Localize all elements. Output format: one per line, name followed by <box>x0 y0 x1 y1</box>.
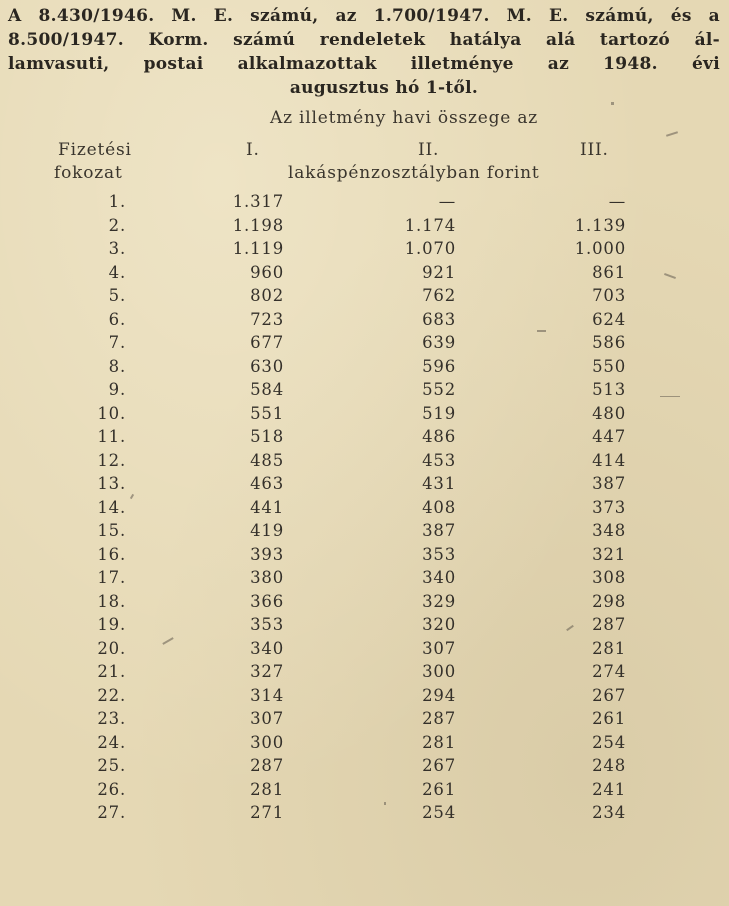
col-i-cell: 960 <box>250 262 284 282</box>
table-row <box>0 451 729 475</box>
col-i-cell: 419 <box>250 521 284 540</box>
col-i-cell: 518 <box>250 427 284 446</box>
col-i-cell: 340 <box>250 638 284 658</box>
grade-cell: 20. <box>97 638 126 658</box>
table-row <box>0 662 729 686</box>
table-row <box>0 521 729 545</box>
col-ii-cell: 1.070 <box>404 239 456 258</box>
col-ii-cell: 519 <box>422 403 456 423</box>
table-row <box>0 216 729 240</box>
col-iii-cell: 261 <box>592 709 626 728</box>
col-iii-cell: 480 <box>592 403 626 423</box>
table-row <box>0 239 729 263</box>
col-i-cell: 441 <box>250 497 284 517</box>
col-i-cell: 584 <box>250 380 284 399</box>
table-row <box>0 686 729 710</box>
print-speck <box>611 102 614 105</box>
col-ii-cell: 300 <box>422 662 456 681</box>
column-header-iii: III. <box>580 140 609 160</box>
col-i-cell: 802 <box>250 286 284 305</box>
col-i-cell: 300 <box>250 732 284 752</box>
col-iii-cell: 703 <box>592 286 626 305</box>
table-row <box>0 286 729 310</box>
grade-cell: 2. <box>108 215 126 235</box>
col-ii-cell: 921 <box>422 262 456 282</box>
table-row <box>0 615 729 639</box>
col-ii-cell: 453 <box>422 450 456 470</box>
print-speck <box>537 330 546 332</box>
col-ii-cell: 353 <box>422 544 456 564</box>
col-ii-cell: 329 <box>422 591 456 611</box>
col-iii-cell: — <box>608 192 626 211</box>
col-iii-cell: 281 <box>592 638 626 658</box>
col-iii-cell: 234 <box>592 803 626 822</box>
print-speck <box>666 131 678 137</box>
grade-cell: 7. <box>108 333 126 352</box>
col-ii-cell: 294 <box>422 685 456 705</box>
col-ii-cell: 639 <box>422 333 456 352</box>
col-i-cell: 271 <box>250 803 284 822</box>
caption-grade-line-1: Fizetési <box>58 140 132 160</box>
col-ii-cell: 431 <box>422 474 456 493</box>
col-iii-cell: 373 <box>592 497 626 517</box>
grade-cell: 1. <box>108 192 126 211</box>
col-iii-cell: 550 <box>592 356 626 376</box>
col-ii-cell: 1.174 <box>404 215 456 235</box>
col-ii-cell: 683 <box>422 309 456 329</box>
col-i-cell: 281 <box>250 779 284 799</box>
col-i-cell: 723 <box>250 309 284 329</box>
table-row <box>0 756 729 780</box>
col-iii-cell: 861 <box>592 262 626 282</box>
table-row <box>0 404 729 428</box>
grade-cell: 10. <box>97 403 126 423</box>
col-ii-cell: 387 <box>422 521 456 540</box>
column-header-i: I. <box>246 140 260 160</box>
col-iii-cell: 298 <box>592 591 626 611</box>
col-iii-cell: 254 <box>592 732 626 752</box>
grade-cell: 3. <box>108 239 126 258</box>
col-i-cell: 1.119 <box>232 239 284 258</box>
grade-cell: 21. <box>97 662 126 681</box>
col-iii-cell: 586 <box>592 333 626 352</box>
col-ii-cell: 340 <box>422 568 456 587</box>
col-iii-cell: 321 <box>592 544 626 564</box>
col-i-cell: 393 <box>250 544 284 564</box>
table-row <box>0 192 729 216</box>
col-ii-cell: 307 <box>422 638 456 658</box>
col-ii-cell: 596 <box>422 356 456 376</box>
table-row <box>0 498 729 522</box>
col-i-cell: 287 <box>250 756 284 775</box>
grade-cell: 26. <box>97 779 126 799</box>
col-iii-cell: 248 <box>592 756 626 775</box>
col-iii-cell: 414 <box>592 450 626 470</box>
column-header-ii: II. <box>418 140 440 160</box>
article-heading <box>8 4 720 100</box>
table-row <box>0 803 729 827</box>
grade-cell: 25. <box>97 756 126 775</box>
col-ii-cell: 486 <box>422 427 456 446</box>
col-ii-cell: 267 <box>422 756 456 775</box>
col-iii-cell: 348 <box>592 521 626 540</box>
table-row <box>0 310 729 334</box>
col-iii-cell: 308 <box>592 568 626 587</box>
col-i-cell: 327 <box>250 662 284 681</box>
table-row <box>0 357 729 381</box>
print-speck <box>660 396 680 397</box>
grade-cell: 14. <box>97 497 126 517</box>
col-ii-cell: 552 <box>422 380 456 399</box>
col-iii-cell: 447 <box>592 427 626 446</box>
grade-cell: 22. <box>97 685 126 705</box>
col-ii-cell: 408 <box>422 497 456 517</box>
col-ii-cell: 320 <box>422 615 456 634</box>
grade-cell: 16. <box>97 544 126 564</box>
col-ii-cell: 254 <box>422 803 456 822</box>
col-iii-cell: 1.000 <box>574 239 626 258</box>
col-ii-cell: 287 <box>422 709 456 728</box>
heading-line: 8.500/1947. Korm. számú rendeletek hatálya alá tartozó ál- <box>8 30 720 50</box>
col-i-cell: 380 <box>250 568 284 587</box>
table-row <box>0 709 729 733</box>
grade-cell: 24. <box>97 732 126 752</box>
table-row <box>0 639 729 663</box>
grade-cell: 8. <box>108 356 126 376</box>
heading-line: augusztus hó 1-től. <box>289 78 479 98</box>
col-iii-cell: 287 <box>592 615 626 634</box>
table-row <box>0 380 729 404</box>
col-i-cell: 485 <box>250 450 284 470</box>
col-iii-cell: 624 <box>592 309 626 329</box>
table-row <box>0 333 729 357</box>
grade-cell: 27. <box>97 803 126 822</box>
grade-cell: 23. <box>97 709 126 728</box>
col-i-cell: 307 <box>250 709 284 728</box>
table-row <box>0 263 729 287</box>
grade-cell: 18. <box>97 591 126 611</box>
caption-class: lakáspénzosztályban forint <box>288 163 540 183</box>
col-i-cell: 314 <box>250 685 284 705</box>
col-i-cell: 463 <box>250 474 284 493</box>
grade-cell: 5. <box>108 286 126 305</box>
col-iii-cell: 1.139 <box>574 215 626 235</box>
col-i-cell: 551 <box>250 403 284 423</box>
grade-cell: 17. <box>97 568 126 587</box>
caption-amount: Az illetmény havi összege az <box>270 108 539 128</box>
grade-cell: 13. <box>97 474 126 493</box>
col-i-cell: 630 <box>250 356 284 376</box>
col-ii-cell: 281 <box>422 732 456 752</box>
col-ii-cell: — <box>438 192 456 211</box>
grade-cell: 9. <box>108 380 126 399</box>
grade-cell: 19. <box>97 615 126 634</box>
grade-cell: 12. <box>97 450 126 470</box>
caption-grade-line-2: fokozat <box>54 163 123 183</box>
col-iii-cell: 513 <box>592 380 626 399</box>
col-i-cell: 353 <box>250 615 284 634</box>
table-row <box>0 733 729 757</box>
col-ii-cell: 762 <box>422 286 456 305</box>
col-ii-cell: 261 <box>422 779 456 799</box>
table-row <box>0 474 729 498</box>
heading-line: A 8.430/1946. M. E. számú, az 1.700/1947. M. E. számú, és a <box>8 6 720 26</box>
col-i-cell: 366 <box>250 591 284 611</box>
col-i-cell: 1.198 <box>232 215 284 235</box>
heading-line: lamvasuti, postai alkalmazottak illetménye az 1948. évi <box>8 54 720 74</box>
col-iii-cell: 267 <box>592 685 626 705</box>
grade-cell: 15. <box>97 521 126 540</box>
col-i-cell: 677 <box>250 333 284 352</box>
grade-cell: 6. <box>108 309 126 329</box>
col-iii-cell: 274 <box>592 662 626 681</box>
col-i-cell: 1.317 <box>232 192 284 211</box>
table-row <box>0 545 729 569</box>
col-iii-cell: 387 <box>592 474 626 493</box>
table-row <box>0 427 729 451</box>
grade-cell: 11. <box>97 427 126 446</box>
col-iii-cell: 241 <box>592 779 626 799</box>
table-row <box>0 568 729 592</box>
print-speck <box>384 802 386 805</box>
table-row <box>0 592 729 616</box>
grade-cell: 4. <box>108 262 126 282</box>
table-row <box>0 780 729 804</box>
